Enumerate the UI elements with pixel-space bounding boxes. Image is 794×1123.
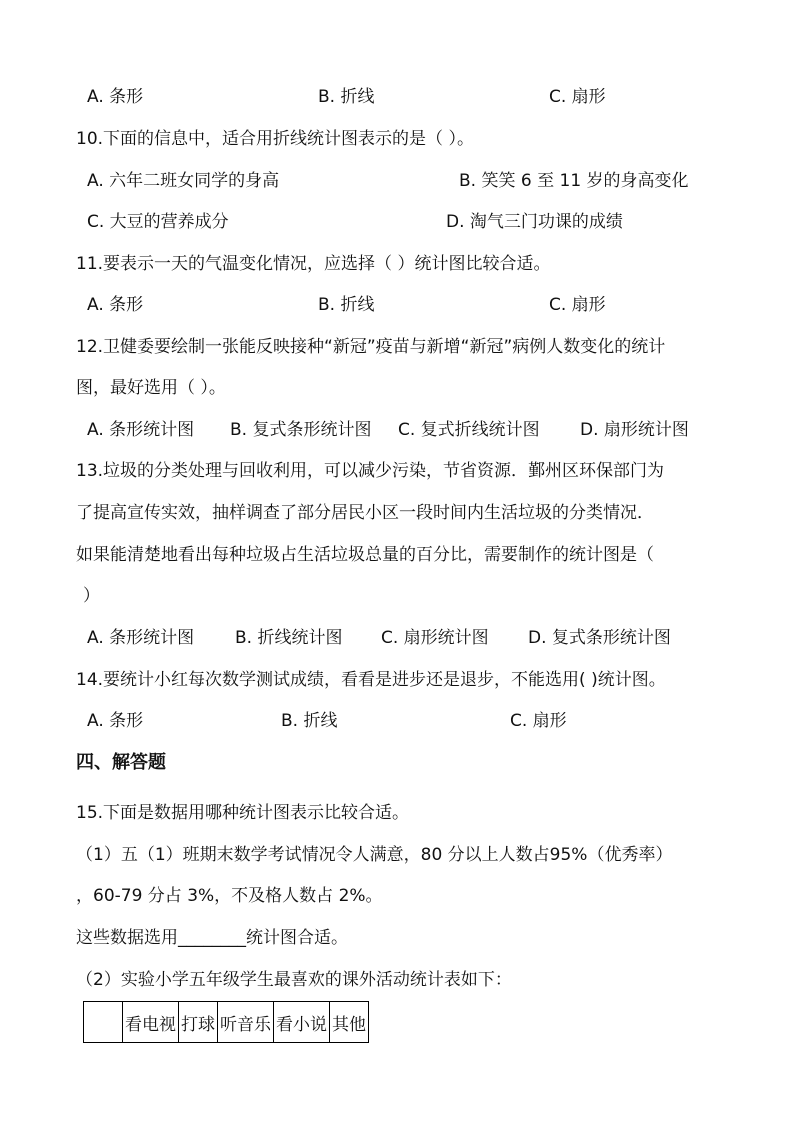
- q9-option-b: B. 折线: [318, 87, 375, 107]
- q12-option-b: B. 复式条形统计图: [230, 420, 372, 440]
- q15-part1-answer: 这些数据选用________统计图合适。: [76, 928, 348, 948]
- q13-stem-line4: ）: [83, 586, 100, 606]
- table-row: [84, 1002, 369, 1043]
- q14-option-b: B. 折线: [281, 711, 338, 731]
- table-header-cell: 看小说: [274, 1002, 330, 1043]
- q14-stem: 14.要统计小红每次数学测试成绩，看看是进步还是退步，不能选用( )统计图。: [76, 670, 666, 690]
- q13-stem-line1: 13.垃圾的分类处理与回收利用，可以减少污染，节省资源．鄞州区环保部门为: [76, 461, 665, 481]
- q12-stem-line1: 12.卫健委要绘制一张能反映接种“新冠”疫苗与新增“新冠”病例人数变化的统计: [76, 337, 666, 357]
- q15-stem: 15.下面是数据用哪种统计图表示比较合适。: [76, 803, 410, 823]
- table-header-cell: 打球: [179, 1002, 218, 1043]
- section-heading: 四、解答题: [76, 752, 166, 773]
- q12-option-a: A. 条形统计图: [87, 420, 195, 440]
- q12-option-c: C. 复式折线统计图: [398, 420, 540, 440]
- q15-part1-line1: （1）五（1）班期末数学考试情况令人满意，80 分以上人数占95%（优秀率）: [76, 845, 673, 865]
- q11-option-a: A. 条形: [87, 295, 144, 315]
- q12-stem-line2: 图，最好选用（ ）。: [76, 378, 226, 398]
- q9-option-a: A. 条形: [87, 87, 144, 107]
- table-header-cell: 其他: [330, 1002, 369, 1043]
- activity-table: [83, 1001, 369, 1043]
- q14-option-a: A. 条形: [87, 711, 144, 731]
- q15-part1-line2: ，60-79 分占 3%，不及格人数占 2%。: [76, 886, 383, 906]
- q10-option-a: A. 六年二班女同学的身高: [87, 171, 280, 191]
- q10-option-c: C. 大豆的营养成分: [87, 212, 229, 232]
- q13-stem-line2: 了提高宣传实效，抽样调查了部分居民小区一段时间内生活垃圾的分类情况．: [76, 503, 654, 523]
- q13-option-a: A. 条形统计图: [87, 628, 195, 648]
- q15-part2-line: （2）实验小学五年级学生最喜欢的课外活动统计表如下：: [76, 970, 512, 990]
- q9-option-c: C. 扇形: [549, 87, 606, 107]
- table-header-cell: 听音乐: [218, 1002, 274, 1043]
- q12-option-d: D. 扇形统计图: [580, 420, 689, 440]
- q11-option-b: B. 折线: [318, 295, 375, 315]
- q10-option-b: B. 笑笑 6 至 11 岁的身高变化: [459, 171, 689, 191]
- q11-stem: 11.要表示一天的气温变化情况，应选择（ ）统计图比较合适。: [76, 254, 551, 274]
- q13-option-b: B. 折线统计图: [235, 628, 343, 648]
- q13-stem-line3: 如果能清楚地看出每种垃圾占生活垃圾总量的百分比，需要制作的统计图是（: [76, 545, 654, 565]
- table-cell-blank: [84, 1002, 123, 1043]
- q13-option-d: D. 复式条形统计图: [528, 628, 671, 648]
- q10-option-d: D. 淘气三门功课的成绩: [446, 212, 623, 232]
- q14-option-c: C. 扇形: [510, 711, 567, 731]
- table-header-cell: 看电视: [123, 1002, 179, 1043]
- q10-stem: 10.下面的信息中，适合用折线统计图表示的是（ ）。: [76, 129, 474, 149]
- q13-option-c: C. 扇形统计图: [381, 628, 489, 648]
- q11-option-c: C. 扇形: [549, 295, 606, 315]
